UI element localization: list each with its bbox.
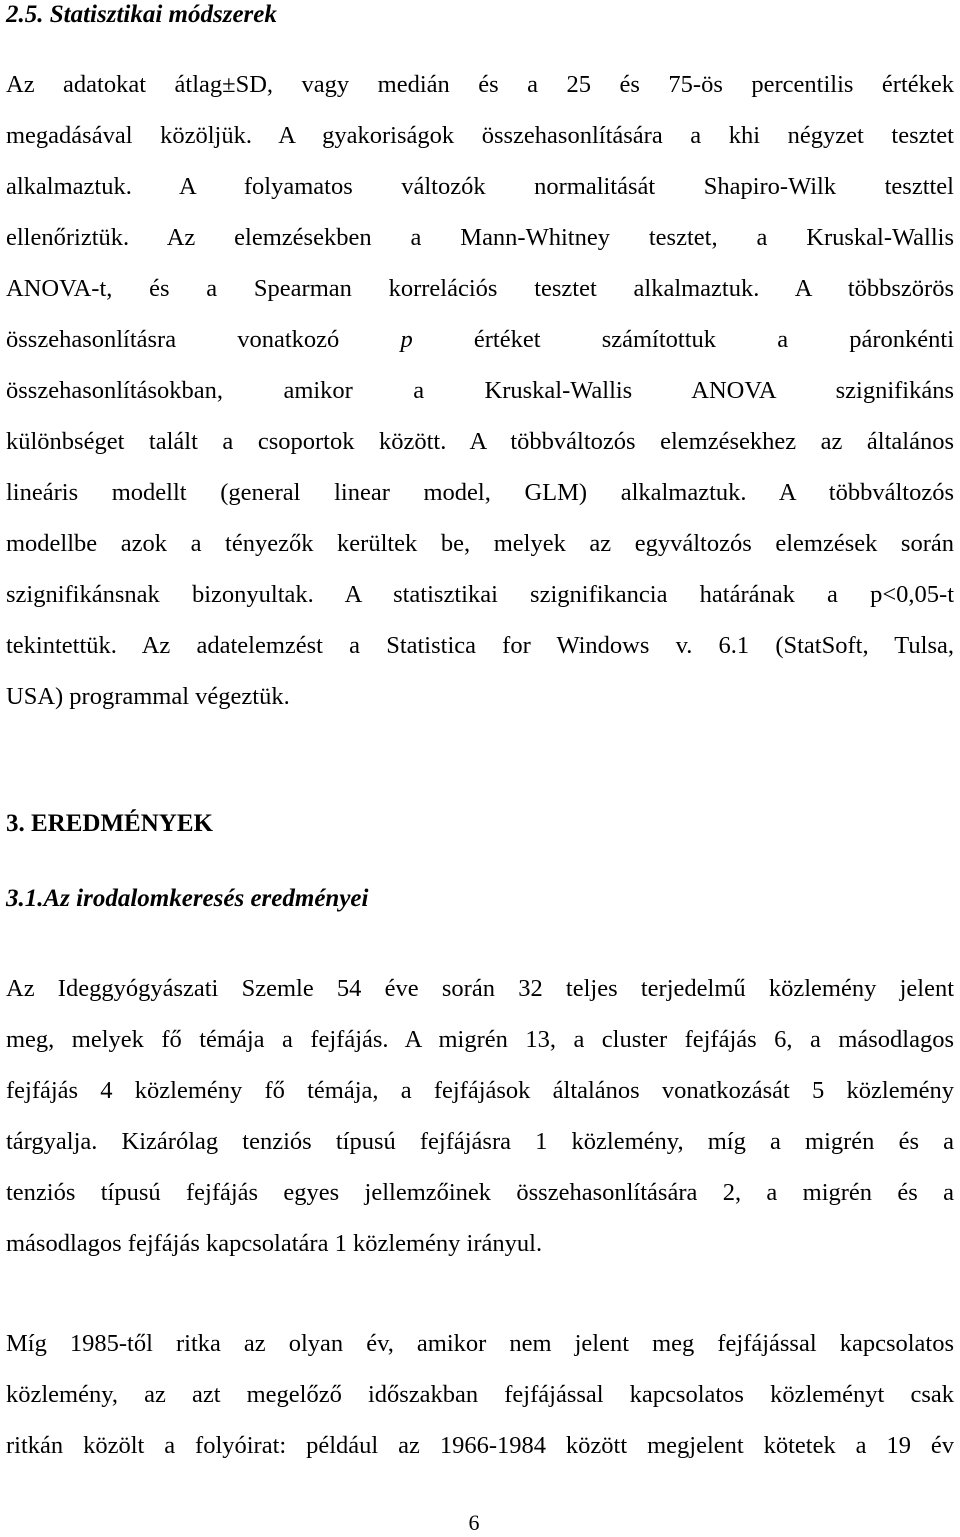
text-line: modellbe azok a tényezők kerültek be, melyek az egyváltozós elemzések során xyxy=(6,530,954,557)
text-line: másodlagos fejfájás kapcsolatára 1 közlemény irányul. xyxy=(6,1230,543,1257)
text-line: összehasonlításokban, amikor a Kruskal-Wallis ANOVA szignifikáns xyxy=(6,377,954,404)
text-line: alkalmaztuk. A folyamatos változók normalitását Shapiro-Wilk teszttel xyxy=(6,173,954,200)
text-line-with-italic-p xyxy=(6,314,954,365)
text-line: szignifikánsnak bizonyultak. A statisztikai szignifikancia határának a p<0,05-t xyxy=(6,581,954,608)
text-line: megadásával közöljük. A gyakoriságok összehasonlítására a khi négyzet tesztet xyxy=(6,122,954,149)
paragraph-publication-history xyxy=(6,1318,954,1471)
text-line: ANOVA-t, és a Spearman korrelációs tesztet alkalmaztuk. A többszörös xyxy=(6,275,954,302)
text-line: ellenőriztük. Az elemzésekben a Mann-Whitney tesztet, a Kruskal-Wallis xyxy=(6,224,954,251)
text-line: tekintettük. Az adatelemzést a Statistica for Windows v. 6.1 (StatSoft, Tulsa, xyxy=(6,632,954,659)
text-line: fejfájás 4 közlemény fő témája, a fejfájások általános vonatkozását 5 közlemény xyxy=(6,1077,954,1104)
page-number: 6 xyxy=(468,1510,480,1535)
text-fragment: értéket számítottuk a páronkénti xyxy=(412,326,954,353)
italic-p-symbol: p xyxy=(400,326,413,353)
text-line: Az Ideggyógyászati Szemle 54 éve során 32 teljes terjedelmű közlemény jelent xyxy=(6,975,954,1002)
text-line: ritkán közölt a folyóirat: például az 1966-1984 között megjelent kötetek a 19 év xyxy=(6,1432,954,1459)
paragraph-statistical-methods xyxy=(6,59,954,722)
text-line: lineáris modellt (general linear model, GLM) alkalmaztuk. A többváltozós xyxy=(6,479,954,506)
text-line: tárgyalja. Kizárólag tenziós típusú fejfájásra 1 közlemény, míg a migrén és a xyxy=(6,1128,954,1155)
text-line: tenziós típusú fejfájás egyes jellemzőinek összehasonlítására 2, a migrén és a xyxy=(6,1179,954,1206)
section-heading-3: 3. EREDMÉNYEK xyxy=(6,810,213,837)
text-line: meg, melyek fő témája a fejfájás. A migrén 13, a cluster fejfájás 6, a másodlagos xyxy=(6,1026,954,1053)
text-line: Az adatokat átlag±SD, vagy medián és a 25 és 75-ös percentilis értékek xyxy=(6,71,954,98)
text-line: közlemény, az azt megelőző időszakban fejfájással kapcsolatos közleményt csak xyxy=(6,1381,954,1408)
text-fragment: összehasonlításra vonatkozó xyxy=(6,326,401,353)
section-heading-3-1: 3.1.Az irodalomkeresés eredményei xyxy=(6,885,369,912)
document-page xyxy=(6,0,954,1537)
text-line: USA) programmal végeztük. xyxy=(6,683,290,710)
section-heading-2-5: 2.5. Statisztikai módszerek xyxy=(6,1,277,28)
text-line: Míg 1985-től ritka az olyan év, amikor nem jelent meg fejfájással kapcsolatos xyxy=(6,1330,954,1357)
paragraph-literature-results xyxy=(6,963,954,1269)
text-line: különbséget talált a csoportok között. A többváltozós elemzésekhez az általános xyxy=(6,428,954,455)
